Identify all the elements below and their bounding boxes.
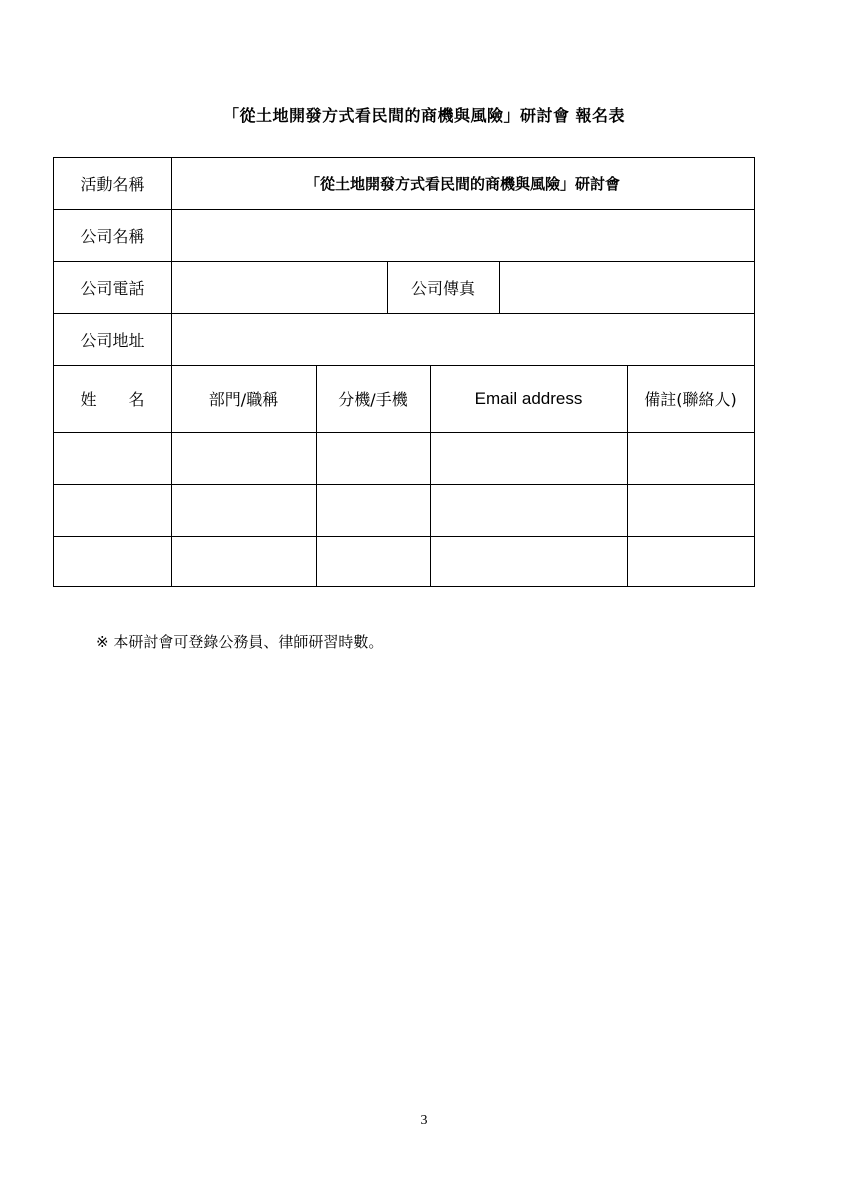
attendee-3-name-field[interactable] [54,536,171,586]
page-number: 3 [420,1113,428,1128]
col-header-remarks: 備註(聯絡人) [644,390,737,409]
company-phone-label: 公司電話 [80,278,145,298]
company-address-field[interactable] [171,313,754,365]
company-address-label: 公司地址 [80,330,145,350]
attendee-3-dept-field[interactable] [171,536,316,586]
attendee-3-ext-field[interactable] [316,536,430,586]
attendee-2-ext-field[interactable] [316,484,430,536]
attendee-2-remarks-field[interactable] [627,484,754,536]
event-name-value: 「從土地開發方式看民間的商機與風險」研討會 [304,175,620,193]
attendee-3-email-field[interactable] [430,536,627,586]
company-name-field[interactable] [171,209,754,261]
training-hours-note: ※ 本研討會可登錄公務員、律師研習時數。 [96,633,384,651]
company-fax-label: 公司傳真 [410,278,475,298]
attendee-1-remarks-field[interactable] [627,432,754,484]
col-header-name: 姓 名 [80,390,145,409]
attendee-1-email-field[interactable] [430,432,627,484]
attendee-2-dept-field[interactable] [171,484,316,536]
registration-form-table [53,157,755,587]
attendee-2-email-field[interactable] [430,484,627,536]
attendee-1-name-field[interactable] [54,432,171,484]
attendee-2-name-field[interactable] [54,484,171,536]
col-header-email: Email address [474,388,583,408]
form-title: 「從土地開發方式看民間的商機與風險」研討會 報名表 [222,106,626,125]
company-phone-field[interactable] [171,261,387,313]
company-name-label: 公司名稱 [80,226,145,246]
company-fax-field[interactable] [499,261,754,313]
col-header-dept-title: 部門/職稱 [208,390,279,409]
col-header-ext-mobile: 分機/手機 [338,390,408,409]
attendee-1-ext-field[interactable] [316,432,430,484]
event-name-label: 活動名稱 [80,175,145,194]
attendee-3-remarks-field[interactable] [627,536,754,586]
attendee-1-dept-field[interactable] [171,432,316,484]
